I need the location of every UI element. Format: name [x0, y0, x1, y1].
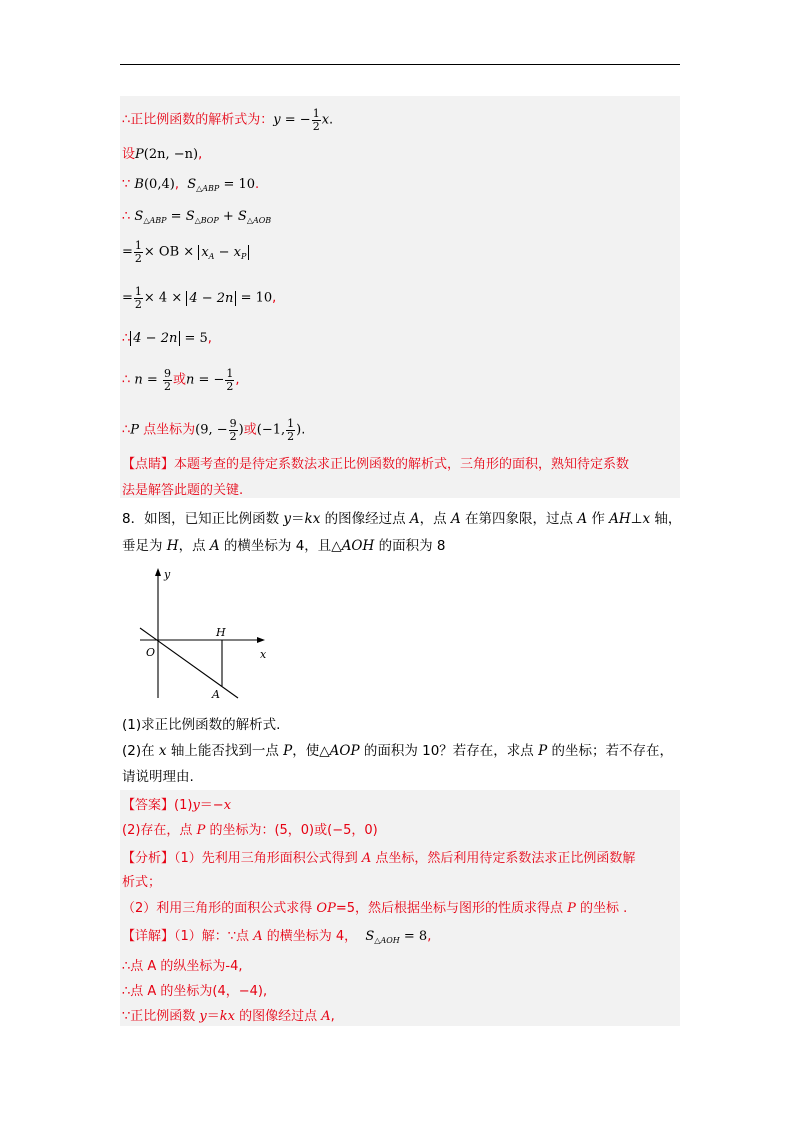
- x-axis-arrow: [257, 637, 265, 643]
- header-rule: [120, 64, 680, 65]
- detail-line-4: ∵正比例函数 y＝kx 的图像经过点 A,: [122, 1009, 335, 1024]
- sol-line-9: ∴P 点坐标为(9, − $\frac{9}{2}$ )或(−1, $\frac{1}{2}$ ).: [122, 417, 306, 443]
- detail-line-2: ∴点 A 的纵坐标为-4,: [122, 959, 243, 974]
- label-O: O: [146, 646, 156, 659]
- sol-line-1: ∴正比例函数的解析式为：y = − $\frac{1}{2}$ x.: [122, 107, 334, 133]
- label-x: x: [260, 648, 267, 661]
- coordinate-figure: [134, 566, 284, 706]
- sol-line-7: ∴ 4 − 2n = 5,: [122, 331, 212, 346]
- label-A: A: [212, 688, 220, 701]
- analysis-line-2: 析式；: [122, 875, 162, 890]
- analysis-line-1: 【分析】（1）先利用三角形面积公式得到 A 点坐标，然后利用待定系数法求正比例函数解: [122, 851, 636, 866]
- question-8-line-1: 8．如图，已知正比例函数 y＝kx 的图像经过点 A，点 A 在第四象限，过点 A 作 AH⊥x 轴，: [122, 511, 682, 527]
- label-y: y: [164, 568, 171, 581]
- label-H: H: [216, 626, 226, 639]
- review-line-1: 【点睛】本题考查的是待定系数法求正比例函数的解析式，三角形的面积，熟知待定系数: [122, 457, 630, 472]
- sol-line-2: 设P(2n, −n),: [122, 147, 203, 162]
- answer-line-1: 【答案】(1)y＝−x: [122, 798, 232, 813]
- sol-line-3: ∵ B(0,4), $S_{\triangle ABP} = 10$.: [122, 177, 260, 193]
- question-8-part-2: (2)在 x 轴上能否找到一点 P，使△AOP 的面积为 10？若存在，求点 P 的坐标；若不存在，: [122, 743, 673, 759]
- fraction: $\frac{1}{2}$: [312, 107, 320, 133]
- analysis-line-3: （2）利用三角形的面积公式求得 OP=5，然后根据坐标与图形的性质求得点 P 的坐标 .: [122, 901, 628, 916]
- sol-line-4: ∴ $S_{\triangle ABP} = S_{\triangle BOP} + S_{\triangle AOB}$: [122, 209, 272, 225]
- sol-line-6: = $\frac{1}{2}$ × 4 × 4 − 2n = 10,: [122, 285, 277, 311]
- detail-line-1: 【详解】（1）解：∵点 A 的横坐标为 4， $S_{\triangle AOH} = 8$,: [122, 929, 432, 945]
- question-8-part-1: (1)求正比例函数的解析式.: [122, 717, 281, 733]
- answer-line-2: (2)存在，点 P 的坐标为：(5，0)或(−5，0): [122, 823, 378, 838]
- review-line-2: 法是解答此题的关键.: [122, 483, 244, 498]
- detail-line-3: ∴点 A 的坐标为(4，−4),: [122, 984, 268, 999]
- sol-line-8: ∴ n = $\frac{9}{2}$ 或n = − $\frac{1}{2}$ ,: [122, 367, 240, 393]
- question-8-line-2: 垂足为 H，点 A 的横坐标为 4，且△AOH 的面积为 8: [122, 538, 446, 554]
- question-8-part-2-cont: 请说明理由.: [122, 769, 194, 785]
- sol-line-5: = $\frac{1}{2}$ × OB × $x_A - x_P$: [122, 240, 249, 264]
- y-axis-arrow: [155, 568, 161, 576]
